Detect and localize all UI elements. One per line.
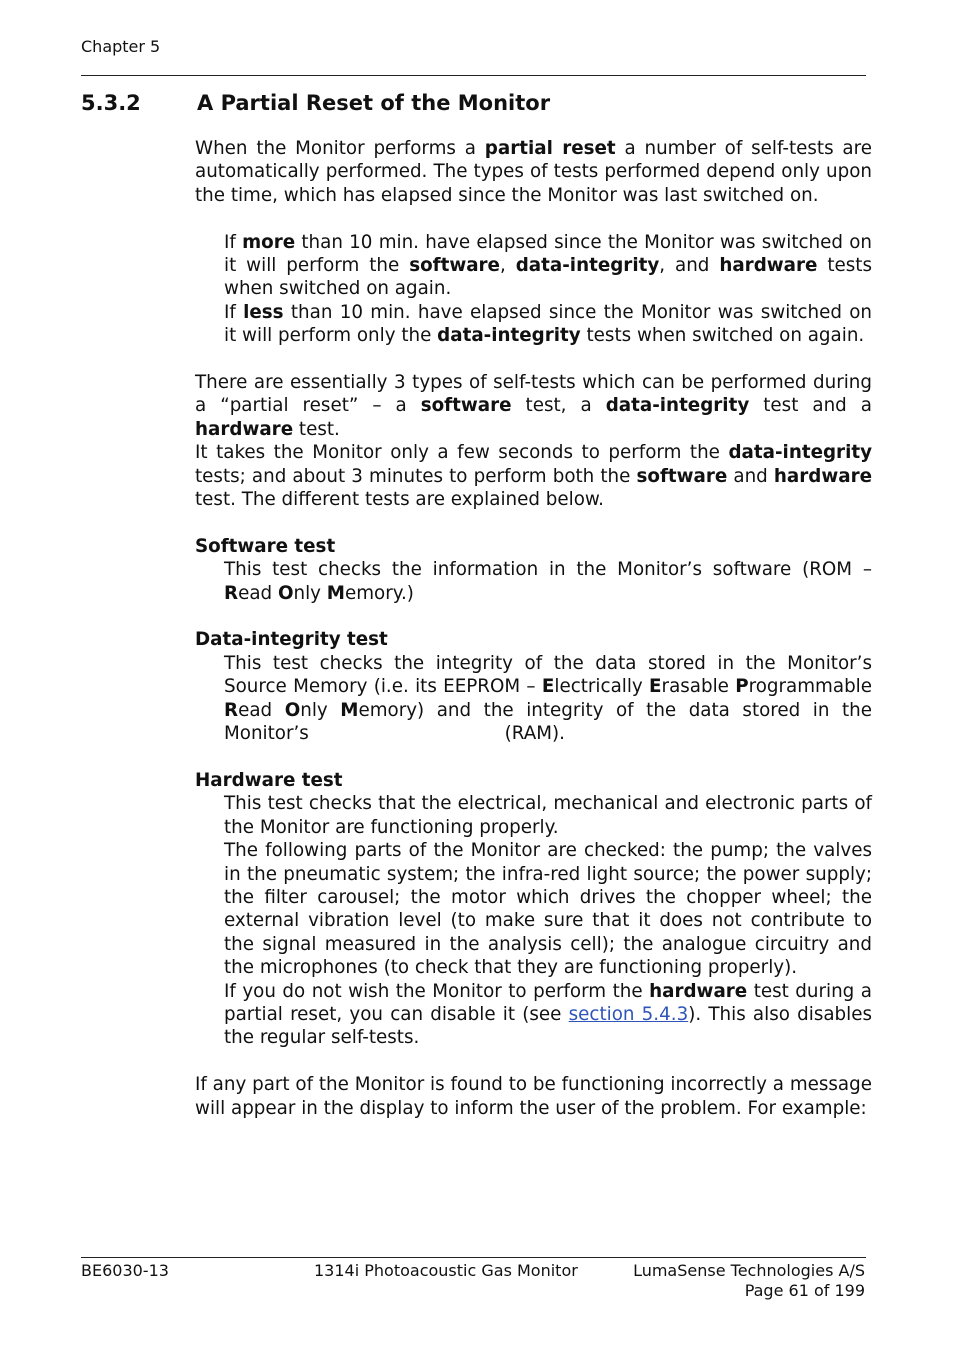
section-5-4-3-link[interactable]: section 5.4.3	[568, 1003, 689, 1025]
header-rule	[81, 75, 866, 76]
footer-rule	[81, 1257, 866, 1258]
closing-paragraph: If any part of the Monitor is found to be functioning incorrectly a message will appear in the display to inform the user of the problem. For example:	[195, 1074, 872, 1119]
section-title: A Partial Reset of the Monitor	[197, 91, 551, 115]
page-body	[195, 137, 872, 1120]
software-test-heading: Software test	[195, 535, 336, 557]
duration-paragraph: It takes the Monitor only a few seconds to perform the data-integrity tests; and about 3 minutes to perform both the software and hardware test. The different tests are explained below.	[195, 442, 873, 511]
data-integrity-test-text: This test checks the integrity of the data stored in the Monitor’s Source Memory (i.e. its EEPROM – Electrically Erasable Programmable Read Only Memory) and the integrity of the data stored in the Monitor’s (RAM).	[224, 652, 873, 745]
intro-paragraph: When the Monitor performs a partial reset a number of self-tests are automatically performed. The types of tests performed depend only upon the time, which has elapsed since the Monitor was last switched on.	[195, 138, 872, 206]
footer-company-page	[560, 1261, 865, 1301]
section-number: 5.3.2	[81, 91, 141, 115]
section-heading	[81, 91, 550, 115]
footer-page-number: Page 61 of 199	[744, 1281, 865, 1300]
hardware-test-text-3: If you do not wish the Monitor to perform the hardware test during a partial reset, you can disable it (see section 5.4.3). This also disables the regular self-tests.	[224, 980, 872, 1049]
hardware-test-text-2: The following parts of the Monitor are checked: the pump; the valves in the pneumatic system; the infra-red light source; the power supply; the filter carousel; the motor which drives the chopper wheel; the external vibration level (to make sure that it does not contribute to the signal measured in the analysis cell); the analogue circuitry and the microphones (to check that they are functioning properly).	[224, 840, 872, 979]
footer-product: 1314i Photoacoustic Gas Monitor	[314, 1261, 578, 1280]
footer-company: LumaSense Technologies A/S	[633, 1261, 865, 1280]
footer-doc-id: BE6030-13	[81, 1261, 169, 1280]
hardware-test-heading: Hardware test	[195, 769, 343, 791]
data-integrity-test-heading: Data-integrity test	[195, 629, 388, 651]
chapter-label: Chapter 5	[81, 37, 161, 56]
less-than-10-paragraph: If less than 10 min. have elapsed since the Monitor was switched on it will perform only the data-integrity tests when switched on again.	[224, 301, 872, 347]
more-than-10-paragraph: If more than 10 min. have elapsed since the Monitor was switched on it will perform the software, data-integrity, and hardware tests when switched on again.	[224, 231, 873, 300]
software-test-text: This test checks the information in the Monitor’s software (ROM – Read Only Memory.)	[224, 559, 872, 604]
hardware-test-text-1: This test checks that the electrical, mechanical and electronic parts of the Monitor are functioning properly.	[224, 793, 872, 838]
types-paragraph: There are essentially 3 types of self-tests which can be performed during a “partial reset” – a software test, a data-integrity test and a hardware test.	[195, 372, 872, 440]
